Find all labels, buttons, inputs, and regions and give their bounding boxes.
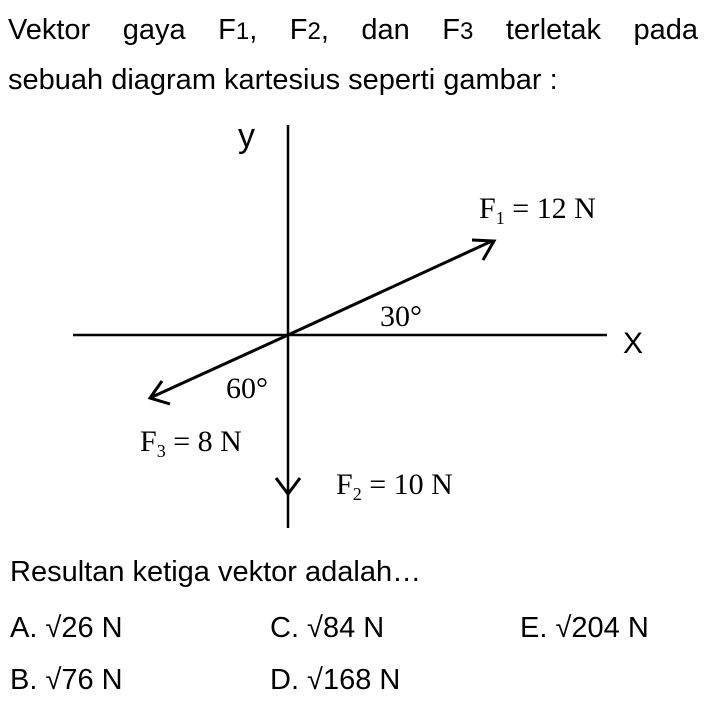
angle-label-f1: 30° (380, 300, 422, 333)
x-axis-label: X (623, 327, 644, 360)
option-d[interactable]: D. √168 N (270, 664, 401, 696)
f2-label: $F_2 = 10$ N (336, 468, 453, 504)
question-prompt: Resultan ketiga vektor adalah… (10, 556, 422, 588)
question-line-1: Vektor gaya F1, F2, dan F3 terletak pada (8, 14, 698, 46)
y-axis-label: y (238, 117, 255, 155)
option-a[interactable]: A. √26 N (10, 612, 123, 644)
f1-label: $F_1 = 12$ N (479, 192, 596, 228)
angle-label-f3: 60° (226, 372, 268, 405)
option-e[interactable]: E. √204 N (520, 612, 649, 644)
option-c[interactable]: C. √84 N (270, 612, 385, 644)
question-line-2: sebuah diagram kartesius seperti gambar : (8, 64, 558, 96)
option-b[interactable]: B. √76 N (10, 664, 123, 696)
f3-label: $F_3 = 8$ N (140, 425, 242, 461)
